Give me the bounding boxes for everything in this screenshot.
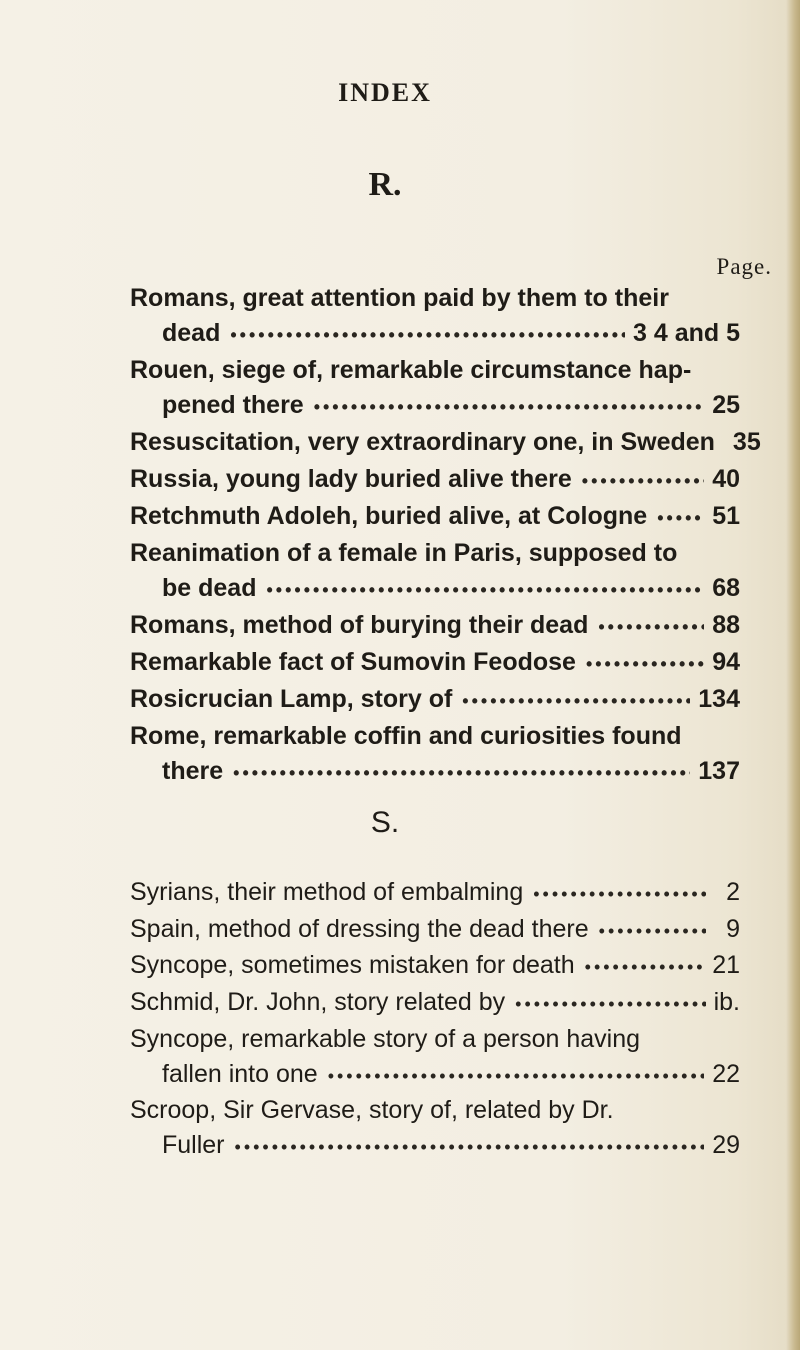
index-entry — [130, 875, 740, 912]
page-number: 68 — [712, 574, 740, 602]
entry-line — [130, 719, 740, 754]
dot-leader — [515, 987, 705, 1022]
page-number: 9 — [726, 914, 740, 943]
entry-line — [130, 682, 740, 719]
entry-text: Rome, remarkable coffin and curiosities found — [130, 722, 682, 750]
entry-text: Syncope, sometimes mistaken for death — [130, 951, 575, 980]
dot-leader — [328, 1059, 705, 1094]
entry-text: Schmid, Dr. John, story related by — [130, 988, 506, 1017]
entry-line — [130, 754, 740, 791]
entry-line — [130, 645, 740, 682]
entry-text: Fuller — [162, 1130, 225, 1159]
dot-leader — [533, 877, 706, 912]
entry-text: pened there — [162, 391, 304, 419]
entry-line — [130, 316, 740, 353]
entry-text: Rosicrucian Lamp, story of — [130, 685, 453, 713]
dot-leader — [230, 318, 625, 353]
entry-text: there — [162, 757, 224, 785]
dot-leader — [586, 647, 704, 682]
page-number: 40 — [712, 465, 740, 493]
entry-text: Romans, method of burying their dead — [130, 611, 589, 639]
entry-line — [130, 462, 740, 499]
entry-line — [130, 608, 740, 645]
page-number: 22 — [712, 1059, 740, 1088]
section-heading-s: S. — [370, 806, 400, 839]
page-number: ib. — [713, 988, 740, 1017]
entry-line — [130, 948, 740, 985]
entry-text: Syncope, remarkable story of a person having — [130, 1024, 640, 1053]
entry-line — [130, 1093, 740, 1128]
entry-text: dead — [162, 319, 221, 347]
entry-line — [130, 1128, 740, 1165]
entry-text: Remarkable fact of Sumovin Feodose — [130, 648, 576, 676]
page-column-label: Page. — [716, 254, 772, 279]
page-number: 29 — [712, 1130, 740, 1159]
running-head: INDEX — [338, 78, 432, 107]
entry-text: Resuscitation, very extraordinary one, in Sweden — [130, 428, 715, 456]
page-number: 25 — [712, 391, 740, 419]
dot-leader — [314, 390, 704, 425]
index-entry — [130, 645, 740, 682]
dot-leader — [235, 1130, 705, 1165]
index-entry — [130, 985, 740, 1022]
index-entry — [130, 462, 740, 499]
section-heading-r: R. — [368, 166, 402, 203]
index-entry — [130, 425, 761, 462]
index-entry — [130, 608, 740, 645]
entry-line — [130, 1022, 740, 1057]
entry-text: Syrians, their method of embalming — [130, 878, 524, 906]
entry-line — [130, 499, 740, 536]
page-number: 137 — [698, 757, 740, 785]
index-entry — [130, 536, 740, 608]
index-entry — [130, 499, 740, 536]
page-number: 88 — [712, 611, 740, 639]
index-entry — [130, 1093, 740, 1164]
page-number: 2 — [726, 878, 740, 906]
entry-line — [130, 912, 740, 949]
entry-text: Romans, great attention paid by them to their — [130, 284, 669, 312]
index-entry — [130, 912, 740, 949]
dot-leader — [657, 501, 704, 536]
entry-line — [130, 388, 740, 425]
entry-line — [130, 985, 740, 1022]
entry-line — [130, 875, 740, 912]
dot-leader — [585, 950, 705, 985]
entry-line — [130, 425, 761, 462]
entry-text: Rouen, siege of, remarkable circumstance hap- — [130, 356, 692, 384]
page-number: 94 — [712, 648, 740, 676]
index-entry — [130, 719, 740, 791]
page-number: 21 — [712, 951, 740, 980]
dot-leader — [582, 464, 704, 499]
dot-leader — [233, 756, 690, 791]
index-entry — [130, 1022, 740, 1093]
page-number: 35 — [732, 428, 761, 456]
index-list-r — [130, 281, 761, 791]
dot-leader — [462, 684, 690, 719]
entry-text: Reanimation of a female in Paris, supposed to — [130, 539, 678, 567]
dot-leader — [599, 914, 706, 949]
index-entry — [130, 682, 740, 719]
dot-leader — [598, 610, 704, 645]
index-entry — [130, 281, 740, 353]
index-list-s — [130, 875, 740, 1165]
entry-text: fallen into one — [162, 1059, 318, 1088]
entry-line — [130, 1057, 740, 1094]
entry-text: Retchmuth Adoleh, buried alive, at Cologne — [130, 502, 648, 530]
index-entry — [130, 353, 740, 425]
entry-line — [130, 353, 740, 388]
entry-text: Scroop, Sir Gervase, story of, related by Dr. — [130, 1096, 614, 1125]
page-number: 51 — [712, 502, 740, 530]
entry-line — [130, 571, 740, 608]
entry-line — [130, 536, 740, 571]
entry-text: be dead — [162, 574, 257, 602]
page-edge — [786, 0, 800, 1350]
entry-line — [130, 281, 740, 316]
dot-leader — [266, 573, 704, 608]
entry-text: Russia, young lady buried alive there — [130, 465, 572, 493]
entry-text: Spain, method of dressing the dead there — [130, 914, 589, 943]
page-number: 134 — [698, 685, 740, 713]
page-number: 3 4 and 5 — [633, 319, 740, 347]
index-entry — [130, 948, 740, 985]
